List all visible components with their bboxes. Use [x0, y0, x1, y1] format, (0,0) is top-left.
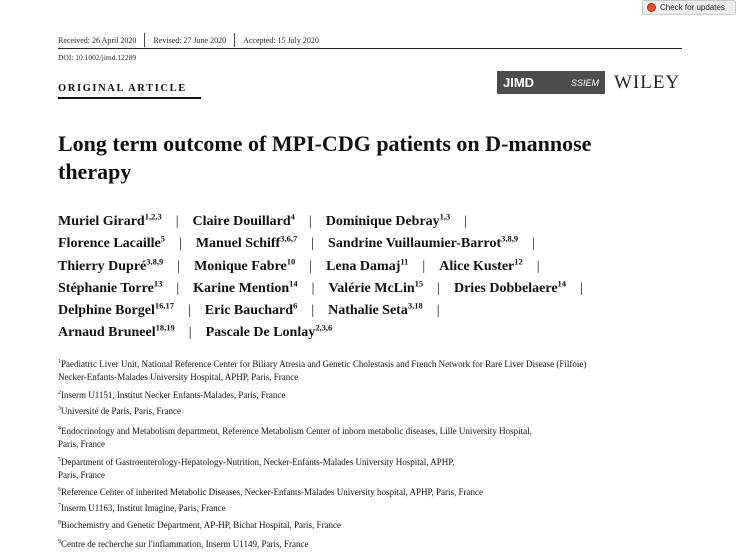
- affiliation-item: [58, 389, 678, 402]
- affiliation-line: [58, 371, 678, 384]
- author-name-text: Nathalie Seta: [328, 303, 408, 319]
- author-name[interactable]: [328, 233, 519, 252]
- affiliation-text: Inserm U1151, Institut Necker Enfants-Malades, Paris, France: [61, 390, 286, 400]
- received-date: Received: 26 April 2020: [58, 35, 137, 45]
- author-name-text: Dries Dobbelaere: [453, 280, 558, 296]
- author-separator: |: [179, 236, 182, 252]
- author-name-text: Stéphanie Torre: [58, 280, 154, 296]
- author-separator: |: [177, 258, 181, 274]
- affiliation-line: [58, 519, 678, 532]
- check-for-updates-label: Check for updates: [660, 3, 725, 12]
- author-name-text: Monique Fabre: [194, 258, 287, 274]
- affiliation-line: [58, 425, 678, 438]
- author-name[interactable]: [328, 300, 423, 319]
- affiliation-text: Necker-Enfants-Malades University Hospital, APHP, Paris, France: [58, 371, 299, 382]
- affiliation-item: [58, 502, 678, 515]
- author-name[interactable]: [58, 233, 166, 252]
- author-name[interactable]: [325, 211, 451, 229]
- author-name-text: Arnaud Bruneel: [58, 325, 156, 341]
- affiliation-line: [58, 405, 678, 418]
- author-separator: |: [188, 325, 192, 341]
- author-separator: |: [175, 214, 179, 229]
- author-affiliation-refs: 18,19: [155, 322, 175, 333]
- author-name[interactable]: [58, 278, 163, 296]
- author-name[interactable]: [453, 278, 567, 296]
- author-name-text: Claire Douillard: [192, 214, 291, 229]
- affiliation-text: Biochemistry and Genetic Department, AP-HP, Bichat Hospital, Paris, France: [61, 520, 341, 530]
- check-for-updates-button[interactable]: [642, 0, 736, 15]
- author-line: [58, 278, 698, 300]
- article-dates: [58, 33, 319, 47]
- author-name[interactable]: [439, 255, 523, 274]
- author-separator: |: [308, 214, 312, 229]
- affiliation-text: Inserm U1163, Institut Imagine, Paris, France: [61, 503, 226, 513]
- author-name-text: Muriel Girard: [58, 214, 145, 229]
- affiliation-number: 2: [58, 390, 61, 396]
- affiliation-text: Reference Center of inherited Metabolic Diseases, Necker-Enfants-Malades University hospital, APHP, Paris, France: [61, 487, 483, 497]
- author-name[interactable]: [326, 255, 409, 274]
- author-separator: |: [187, 303, 191, 319]
- author-line: [58, 300, 698, 322]
- author-name-text: Delphine Borgel: [58, 303, 155, 319]
- affiliation-item: [58, 456, 678, 481]
- author-name-text: Manuel Schiff: [195, 236, 281, 252]
- affiliation-number: 3: [58, 406, 61, 412]
- author-separator: |: [436, 303, 440, 319]
- author-name-text: Alice Kuster: [439, 258, 515, 274]
- author-name[interactable]: [205, 322, 333, 341]
- author-affiliation-refs: 14: [557, 278, 567, 289]
- affiliation-line: [58, 389, 678, 402]
- article-title: Long term outcome of MPI-CDG patients on D-mannose therapy: [58, 131, 592, 184]
- author-separator: |: [309, 258, 313, 274]
- author-name-text: Karine Mention: [193, 280, 290, 296]
- affiliation-number: 4: [58, 426, 61, 432]
- affiliation-text: Centre de recherche sur l'inflammation, Inserm U1149, Paris, France: [61, 539, 309, 549]
- author-name-text: Pascale De Lonlay: [205, 325, 316, 341]
- author-separator: |: [422, 258, 426, 274]
- author-separator: |: [311, 303, 315, 319]
- author-affiliation-refs: 16,17: [154, 300, 174, 311]
- author-name[interactable]: [328, 278, 424, 296]
- affiliation-line: [58, 358, 678, 371]
- author-separator: |: [532, 236, 535, 252]
- affiliation-line: [58, 469, 678, 482]
- author-name[interactable]: [204, 300, 298, 319]
- author-affiliation-refs: 1,3: [439, 211, 451, 222]
- author-affiliation-refs: 3,18: [407, 300, 423, 311]
- affiliation-text: Paris, France: [58, 438, 105, 449]
- jimd-logo: JIMD: [503, 75, 535, 90]
- header-rule: [58, 48, 682, 49]
- affiliation-line: [58, 438, 678, 451]
- author-name[interactable]: [58, 211, 162, 229]
- author-separator: |: [437, 280, 440, 296]
- section-label: ORIGINAL ARTICLE: [58, 83, 187, 94]
- revised-date: Revised: 27 June 2020: [153, 35, 227, 45]
- affiliation-text: Paris, France: [58, 469, 105, 480]
- ssiem-logo: SSIEM: [570, 77, 599, 88]
- date-divider: [144, 33, 145, 47]
- affiliation-number: 9: [58, 539, 61, 545]
- author-name-text: Thierry Dupré: [58, 258, 147, 274]
- author-affiliation-refs: 3,6,7: [280, 233, 298, 244]
- author-affiliation-refs: 13: [153, 278, 163, 289]
- affiliation-item: [58, 538, 678, 551]
- author-name-text: Dominique Debray: [325, 214, 440, 229]
- affiliation-item: [58, 519, 678, 532]
- affiliation-text: Endocrinology and Metabolism department, Reference Metabolism Center of inborn metabolic diseases, Lille University Hospital,: [61, 426, 532, 436]
- affiliation-item: [58, 405, 678, 418]
- author-separator: |: [311, 236, 315, 252]
- author-name[interactable]: [192, 211, 295, 229]
- affiliation-line: [58, 486, 678, 499]
- author-separator: |: [536, 258, 540, 274]
- author-name[interactable]: [195, 233, 298, 252]
- affiliation-item: [58, 486, 678, 499]
- author-affiliation-refs: 5: [160, 233, 166, 244]
- author-affiliation-refs: 14: [289, 278, 298, 289]
- publisher-logos: [497, 71, 680, 94]
- affiliation-number: 8: [58, 520, 61, 526]
- author-affiliation-refs: 12: [514, 255, 523, 266]
- author-separator: |: [311, 280, 315, 296]
- affiliation-item: [58, 358, 678, 383]
- author-separator: |: [580, 280, 583, 296]
- accepted-date: Accepted: 15 July 2020: [243, 35, 319, 45]
- author-name[interactable]: [58, 322, 175, 341]
- author-line: [58, 256, 698, 278]
- affiliation-text: Université de Paris, Paris, France: [61, 406, 181, 416]
- author-affiliation-refs: 2,3,6: [315, 322, 333, 333]
- crossmark-icon: [647, 3, 656, 12]
- affiliation-number: 1: [58, 359, 61, 365]
- jimd-ssiem-logo: [497, 71, 605, 94]
- author-name[interactable]: [194, 255, 296, 274]
- author-name[interactable]: [193, 278, 298, 296]
- affiliation-number: 7: [58, 503, 61, 509]
- affiliation-item: [58, 425, 678, 450]
- affiliation-text: Department of Gastroenterology-Hepatology-Nutrition, Necker-Enfants-Malades University Hospital, APHP,: [61, 457, 455, 467]
- affiliation-line: [58, 502, 678, 515]
- affiliation-number: 6: [58, 487, 61, 493]
- author-affiliation-refs: 6: [293, 300, 298, 311]
- author-name-text: Eric Bauchard: [204, 303, 294, 319]
- author-line: [58, 233, 698, 255]
- author-name-text: Valérie McLin: [328, 280, 415, 296]
- author-affiliation-refs: 3,8,9: [146, 255, 164, 266]
- author-affiliation-refs: 4: [290, 211, 295, 222]
- date-divider: [234, 33, 235, 47]
- author-name-text: Florence Lacaille: [58, 236, 161, 252]
- author-affiliation-refs: 3,8,9: [501, 233, 519, 244]
- author-line: [58, 322, 698, 344]
- author-separator: |: [176, 280, 180, 296]
- author-list: [58, 211, 698, 345]
- author-name[interactable]: [58, 300, 174, 319]
- author-name-text: Sandrine Vuillaumier-Barrot: [328, 236, 502, 252]
- author-name[interactable]: [58, 255, 164, 274]
- wiley-logo: WILEY: [614, 71, 681, 93]
- doi[interactable]: DOI: 10.1002/jimd.12289: [58, 53, 137, 62]
- author-separator: |: [464, 214, 468, 229]
- author-affiliation-refs: 1,2,3: [144, 211, 162, 222]
- author-affiliation-refs: 10: [286, 255, 296, 266]
- affiliation-number: 5: [58, 457, 61, 463]
- author-name-text: Lena Damaj: [326, 258, 401, 274]
- author-affiliation-refs: 15: [414, 278, 424, 289]
- affiliation-line: [58, 456, 678, 469]
- author-line: [58, 211, 698, 233]
- affiliation-line: [58, 538, 678, 551]
- author-affiliation-refs: 11: [400, 255, 409, 266]
- section-underline: [58, 97, 201, 99]
- affiliation-text: Paediatric Liver Unit, National Reference Center for Biliary Atresia and Genetic Cholestasis and French Network for Rare Liver Disease (Filfoie): [61, 359, 587, 369]
